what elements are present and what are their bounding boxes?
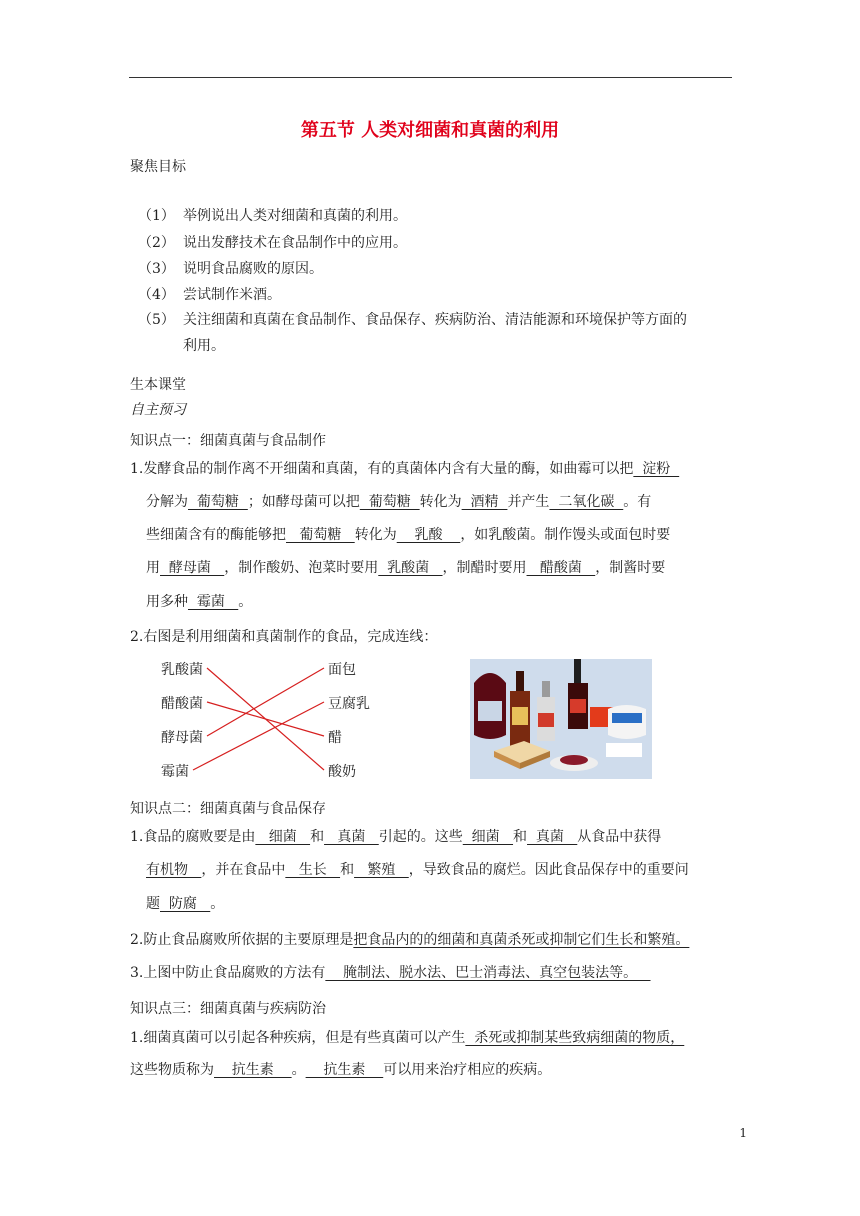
goal-text: 说明食品腐败的原因。 xyxy=(183,261,323,277)
answer-blank: 繁殖 xyxy=(354,862,409,878)
text-segment: 和 xyxy=(340,862,355,878)
answer-blank: 葡萄糖 xyxy=(286,527,355,543)
text-segment: ，如乳酸菌。制作馒头或面包时要 xyxy=(460,527,671,543)
answer-blank: 醋酸菌 xyxy=(526,560,596,576)
text-segment: 引起的。这些 xyxy=(378,829,463,845)
answer-blank: 抗生素 xyxy=(305,1062,384,1078)
answer-blank: 乳酸菌 xyxy=(378,560,443,576)
text-segment: ，并在食品中 xyxy=(201,862,286,878)
answer-blank: 葡萄糖 xyxy=(188,494,248,510)
goal-text: 说出发酵技术在食品制作中的应用。 xyxy=(183,235,407,251)
goal-num: （4） xyxy=(138,287,175,303)
answer-blank: 霉菌 xyxy=(188,594,239,610)
goals-heading: 聚焦目标 xyxy=(130,159,186,175)
text-segment: 分解为 xyxy=(146,494,188,510)
text-segment: 转化为 xyxy=(419,494,462,510)
answer-blank: 葡萄糖 xyxy=(359,494,420,510)
match-left-item: 乳酸菌 xyxy=(161,662,203,678)
page-title: 第五节 人类对细菌和真菌的利用 xyxy=(300,120,560,141)
text-segment: 并产生 xyxy=(507,494,550,510)
match-right-item: 醋 xyxy=(328,730,342,746)
food-illustration xyxy=(470,659,652,779)
subheading: 自主预习 xyxy=(130,402,186,418)
answer-blank: 乳酸 xyxy=(396,527,461,543)
answer-blank: 淀粉 xyxy=(633,461,680,477)
answer-blank: 腌制法、脱水法、巴士消毒法、真空包装法等。 xyxy=(325,965,651,981)
match-right-item: 面包 xyxy=(328,662,356,678)
answer-blank: 真菌 xyxy=(324,829,379,845)
text-segment: 题 xyxy=(146,896,160,912)
goal-text: 关注细菌和真菌在食品制作、食品保存、疾病防治、清洁能源和环境保护等方面的 xyxy=(183,312,687,328)
text-segment: ；如酵母菌可以把 xyxy=(247,494,360,510)
text-segment: ，制酱时要 xyxy=(595,560,666,576)
text-segment: 些细菌含有的酶能够把 xyxy=(146,527,286,543)
k3-q1-line xyxy=(130,1027,684,1047)
answer-blank: 酵母菌 xyxy=(160,560,225,576)
text-segment: 可以用来治疗相应的疾病。 xyxy=(383,1062,552,1078)
text-segment: 用 xyxy=(146,560,160,576)
k2-q1-line xyxy=(146,859,689,879)
fermented-foods-photo xyxy=(470,659,652,779)
goal-text-cont: 利用。 xyxy=(183,338,225,354)
text-segment: 。 xyxy=(210,896,225,912)
match-line xyxy=(207,668,324,736)
dark-bottle-label xyxy=(570,699,586,713)
match-left-item: 酵母菌 xyxy=(161,730,203,746)
text-segment: 2.防止食品腐败所依据的主要原理是 xyxy=(130,932,354,948)
k2-q2 xyxy=(130,929,689,949)
answer-blank: 细菌 xyxy=(255,829,311,845)
answer-blank: 杀死或抑制某些致病细菌的物质， xyxy=(465,1030,685,1046)
text-segment: 这些物质称为 xyxy=(130,1062,214,1078)
answer-blank: 把食品内的的细菌和真菌杀死或抑制它们生长和繁殖。 xyxy=(353,932,690,948)
answer-blank: 真菌 xyxy=(527,829,578,845)
page-number: 1 xyxy=(739,1126,747,1140)
match-left-item: 醋酸菌 xyxy=(161,696,203,712)
k3-q1-line xyxy=(130,1059,551,1079)
vinegar-bottle-neck xyxy=(516,671,524,691)
text-segment: 1.细菌真菌可以引起各种疾病，但是有些真菌可以产生 xyxy=(130,1030,466,1046)
vinegar-label xyxy=(512,707,528,725)
answer-blank: 细菌 xyxy=(462,829,514,845)
k2-heading: 知识点二：细菌真菌与食品保存 xyxy=(130,801,326,817)
text-segment: 和 xyxy=(310,829,325,845)
package-icon xyxy=(606,743,642,757)
goal-num: （3） xyxy=(138,261,175,277)
text-segment: 从食品中获得 xyxy=(577,829,662,845)
goal-text: 尝试制作米酒。 xyxy=(183,287,281,303)
text-segment: 1.食品的腐败要是由 xyxy=(130,829,256,845)
goal-num: （1） xyxy=(138,208,175,224)
answer-blank: 有机物 xyxy=(146,862,202,878)
text-segment: 1.发酵食品的制作离不开细菌和真菌，有的真菌体内含有大量的酶，如曲霉可以把 xyxy=(130,461,634,477)
answer-blank: 防腐 xyxy=(160,896,211,912)
answer-blank: 二氧化碳 xyxy=(549,494,624,510)
match-right-item: 酸奶 xyxy=(328,764,356,780)
k2-q1-line xyxy=(130,826,661,846)
k1-q2: 2.右图是利用细菌和真菌制作的食品，完成连线： xyxy=(130,629,438,645)
answer-blank: 生长 xyxy=(285,862,341,878)
section-heading: 生本课堂 xyxy=(130,377,186,393)
text-segment: 。 xyxy=(291,1062,306,1078)
text-segment: 。 xyxy=(238,594,253,610)
match-left-item: 霉菌 xyxy=(161,764,189,780)
bottle-label xyxy=(478,701,502,721)
goal-num: （2） xyxy=(138,235,175,251)
text-segment: 转化为 xyxy=(354,527,397,543)
text-segment: ，制醋时要用 xyxy=(442,560,527,576)
k3-heading: 知识点三：细菌真菌与疾病防治 xyxy=(130,1001,326,1017)
goal-text: 举例说出人类对细菌和真菌的利用。 xyxy=(183,208,407,224)
k2-q3 xyxy=(130,962,651,982)
answer-blank: 酒精 xyxy=(461,494,508,510)
dark-bottle-neck xyxy=(574,659,581,683)
match-right-item: 豆腐乳 xyxy=(328,696,370,712)
soy-label xyxy=(538,713,554,727)
k1-heading: 知识点一：细菌真菌与食品制作 xyxy=(130,433,326,449)
k2-q1-line xyxy=(146,893,224,913)
yogurt-label xyxy=(612,713,642,723)
text-segment: ，制作酸奶、泡菜时要用 xyxy=(224,560,379,576)
match-line xyxy=(207,702,324,736)
text-segment: 3.上图中防止食品腐败的方法有 xyxy=(130,965,326,981)
text-segment: ，导致食品的腐烂。因此食品保存中的重要问 xyxy=(408,862,689,878)
soy-bottle-neck xyxy=(542,681,550,697)
answer-blank: 抗生素 xyxy=(214,1062,292,1078)
goal-num: （5） xyxy=(138,312,175,328)
text-segment: 。有 xyxy=(623,494,652,510)
text-segment: 用多种 xyxy=(146,594,188,610)
jam-icon xyxy=(560,755,588,765)
text-segment: 和 xyxy=(513,829,528,845)
